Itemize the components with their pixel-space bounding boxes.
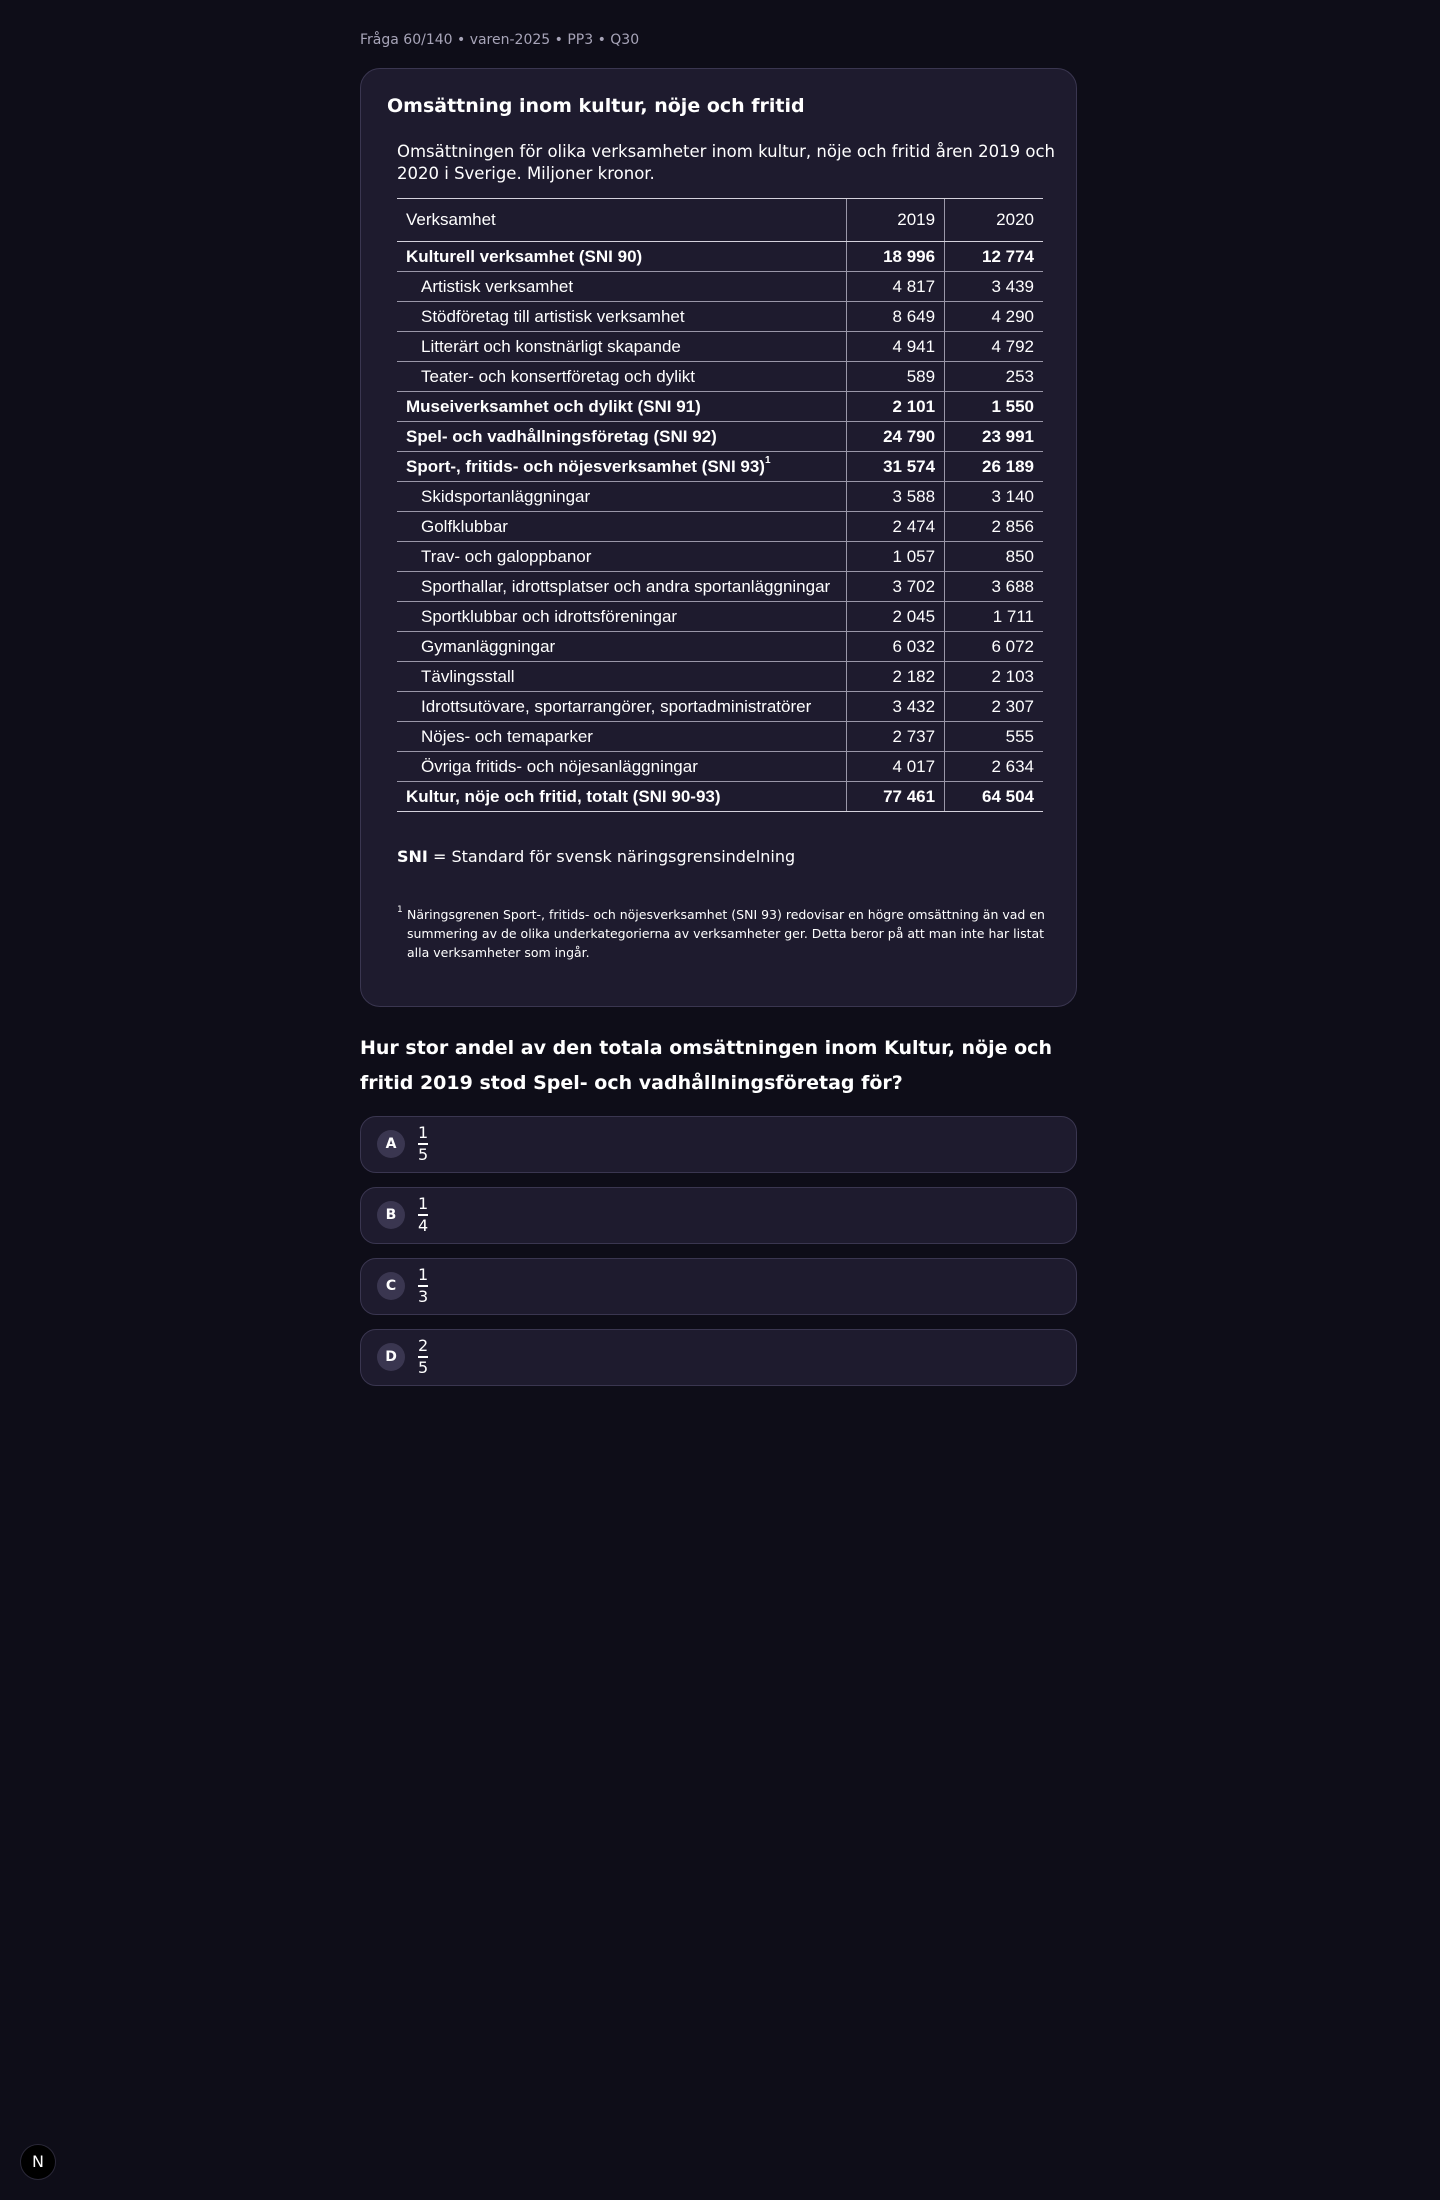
- header-verksamhet: Verksamhet: [397, 199, 846, 242]
- fraction-numerator: 1: [418, 1265, 429, 1284]
- value-2020: 2 634: [945, 752, 1043, 782]
- row-name-text: Sport-, fritids- och nöjesverksamhet (SNI 93): [406, 456, 765, 476]
- value-2020: 6 072: [945, 632, 1043, 662]
- table-header-row: [397, 199, 1043, 242]
- option-letter: D: [377, 1343, 405, 1371]
- table-row: [397, 422, 1043, 452]
- row-name: [397, 542, 846, 572]
- fraction-numerator: 2: [418, 1336, 429, 1355]
- option-b[interactable]: [360, 1187, 1077, 1244]
- value-2019: 4 017: [846, 752, 944, 782]
- row-name: [397, 242, 846, 272]
- footnote-ref: 1: [764, 454, 771, 466]
- row-name-text: Skidsportanläggningar: [421, 486, 591, 506]
- row-name: [397, 332, 846, 362]
- table-row: [397, 692, 1043, 722]
- option-fraction: [418, 1195, 428, 1235]
- row-name-text: Övriga fritids- och nöjesanläggningar: [421, 756, 698, 776]
- table-row: [397, 752, 1043, 782]
- table-row: [397, 602, 1043, 632]
- value-2020: 4 792: [945, 332, 1043, 362]
- row-name: [397, 362, 846, 392]
- table-body: [397, 242, 1043, 812]
- value-2020: 23 991: [945, 422, 1043, 452]
- row-name: [397, 422, 846, 452]
- header-2019: 2019: [846, 199, 944, 242]
- row-name-text: Stödföretag till artistisk verksamhet: [421, 306, 685, 326]
- value-2020: 12 774: [945, 242, 1043, 272]
- row-name: [397, 452, 846, 482]
- table-row: [397, 452, 1043, 482]
- value-2019: 6 032: [846, 632, 944, 662]
- value-2020: 1 550: [945, 392, 1043, 422]
- row-name: [397, 752, 846, 782]
- value-2020: 3 140: [945, 482, 1043, 512]
- value-2020: 2 856: [945, 512, 1043, 542]
- row-name: [397, 512, 846, 542]
- table-total-row: [397, 782, 1043, 812]
- value-2019: 589: [846, 362, 944, 392]
- question-meta: Fråga 60/140 • varen-2025 • PP3 • Q30: [360, 32, 640, 48]
- value-2020: 64 504: [945, 782, 1043, 812]
- turnover-table: [397, 198, 1043, 812]
- value-2019: 8 649: [846, 302, 944, 332]
- value-2020: 2 103: [945, 662, 1043, 692]
- row-name: [397, 392, 846, 422]
- row-name: [397, 302, 846, 332]
- table-row: [397, 632, 1043, 662]
- value-2019: 24 790: [846, 422, 944, 452]
- value-2020: 1 711: [945, 602, 1043, 632]
- footnote: [397, 905, 1052, 962]
- fraction-denominator: 5: [418, 1357, 429, 1377]
- sni-text: = Standard för svensk näringsgrensindelning: [427, 847, 796, 866]
- row-name: [397, 602, 846, 632]
- row-name: [397, 632, 846, 662]
- table-row: [397, 362, 1043, 392]
- row-name-text: Idrottsutövare, sportarrangörer, sportadministratörer: [421, 696, 812, 716]
- value-2020: 2 307: [945, 692, 1043, 722]
- table-row: [397, 722, 1043, 752]
- header-2020: 2020: [945, 199, 1043, 242]
- sni-abbr: SNI: [397, 847, 428, 866]
- fraction-numerator: 1: [418, 1194, 429, 1213]
- value-2020: 850: [945, 542, 1043, 572]
- value-2019: 2 101: [846, 392, 944, 422]
- fraction-denominator: 4: [418, 1215, 429, 1235]
- table-row: [397, 542, 1043, 572]
- table-row: [397, 512, 1043, 542]
- option-letter: B: [377, 1201, 405, 1229]
- value-2020: 26 189: [945, 452, 1043, 482]
- value-2019: 18 996: [846, 242, 944, 272]
- row-name: [397, 572, 846, 602]
- value-2019: 77 461: [846, 782, 944, 812]
- value-2020: 3 688: [945, 572, 1043, 602]
- row-name-text: Kulturell verksamhet (SNI 90): [406, 246, 643, 266]
- value-2019: 3 432: [846, 692, 944, 722]
- row-name-text: Sportklubbar och idrottsföreningar: [421, 606, 678, 626]
- table-row: [397, 332, 1043, 362]
- footnote-mark: 1: [397, 905, 403, 915]
- table-card: [360, 68, 1077, 1007]
- value-2020: 4 290: [945, 302, 1043, 332]
- option-fraction: [418, 1266, 428, 1306]
- table-row: [397, 302, 1043, 332]
- option-c[interactable]: [360, 1258, 1077, 1315]
- table-row: [397, 392, 1043, 422]
- value-2020: 253: [945, 362, 1043, 392]
- option-fraction: [418, 1337, 428, 1377]
- value-2019: 2 182: [846, 662, 944, 692]
- row-name-text: Artistisk verksamhet: [421, 276, 574, 296]
- option-letter: C: [377, 1272, 405, 1300]
- fraction-denominator: 3: [418, 1286, 429, 1306]
- value-2019: 2 045: [846, 602, 944, 632]
- nextjs-logo-button[interactable]: N: [20, 2144, 56, 2180]
- row-name: [397, 272, 846, 302]
- footnote-text: Näringsgrenen Sport-, fritids- och nöjesverksamhet (SNI 93) redovisar en högre omsättning än vad en summering av de olika underkategorierna av verksamheter ger. Detta beror på att man inte har listat alla verksamheter som ingår.: [407, 907, 1045, 960]
- value-2019: 2 737: [846, 722, 944, 752]
- value-2019: 2 474: [846, 512, 944, 542]
- value-2019: 31 574: [846, 452, 944, 482]
- row-name: [397, 662, 846, 692]
- row-name-text: Museiverksamhet och dylikt (SNI 91): [406, 396, 701, 416]
- value-2019: 1 057: [846, 542, 944, 572]
- value-2019: 3 702: [846, 572, 944, 602]
- sni-definition: [397, 847, 795, 866]
- row-name: [397, 782, 846, 812]
- row-name: [397, 692, 846, 722]
- row-name-text: Tävlingsstall: [421, 666, 515, 686]
- row-name-text: Nöjes- och temaparker: [421, 726, 593, 746]
- row-name-text: Spel- och vadhållningsföretag (SNI 92): [406, 426, 717, 446]
- fraction-numerator: 1: [418, 1123, 429, 1142]
- value-2019: 4 817: [846, 272, 944, 302]
- table-row: [397, 572, 1043, 602]
- value-2019: 4 941: [846, 332, 944, 362]
- option-a[interactable]: [360, 1116, 1077, 1173]
- row-name-text: Golfklubbar: [421, 516, 508, 536]
- row-name-text: Sporthallar, idrottsplatser och andra sportanläggningar: [421, 576, 831, 596]
- option-letter: A: [377, 1130, 405, 1158]
- question-text: Hur stor andel av den totala omsättningen inom Kultur, nöje och fritid 2019 stod Spel- och vadhållningsföretag för?: [360, 1037, 1052, 1094]
- table-row: [397, 662, 1043, 692]
- value-2020: 3 439: [945, 272, 1043, 302]
- row-name-text: Litterärt och konstnärligt skapande: [421, 336, 681, 356]
- value-2020: 555: [945, 722, 1043, 752]
- table-caption: Omsättningen för olika verksamheter inom kultur, nöje och fritid åren 2019 och 2020 i Sverige. Miljoner kronor.: [397, 142, 1055, 183]
- option-fraction: [418, 1124, 428, 1164]
- row-name: [397, 722, 846, 752]
- row-name-text: Gymanläggningar: [421, 636, 556, 656]
- row-name: [397, 482, 846, 512]
- table-row: [397, 272, 1043, 302]
- value-2019: 3 588: [846, 482, 944, 512]
- table-row: [397, 242, 1043, 272]
- row-name-text: Teater- och konsertföretag och dylikt: [421, 366, 696, 386]
- fraction-denominator: 5: [418, 1144, 429, 1164]
- table-row: [397, 482, 1043, 512]
- card-title: Omsättning inom kultur, nöje och fritid: [387, 95, 805, 117]
- row-name-text: Trav- och galoppbanor: [421, 546, 592, 566]
- row-name-text: Kultur, nöje och fritid, totalt (SNI 90-93): [406, 786, 721, 806]
- option-d[interactable]: [360, 1329, 1077, 1386]
